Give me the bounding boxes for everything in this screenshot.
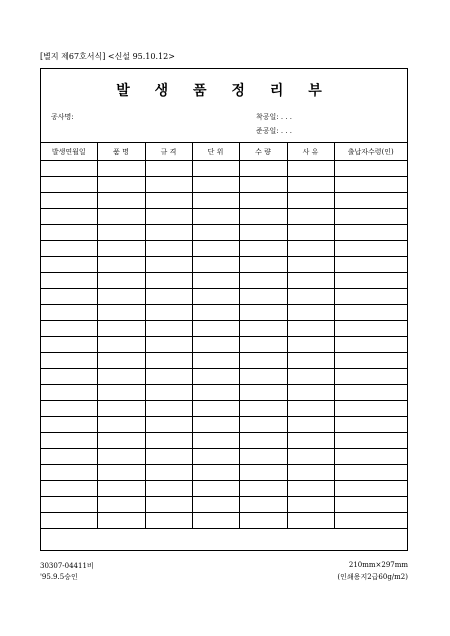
table-cell[interactable] [97, 433, 145, 449]
paper-spec: (인쇄용지2급60g/m2) [337, 573, 408, 581]
table-cell[interactable] [41, 369, 97, 385]
table-cell[interactable] [97, 513, 145, 529]
table-cell[interactable] [239, 273, 287, 289]
table-cell[interactable] [145, 513, 192, 529]
table-cell[interactable] [41, 225, 97, 241]
table-cell[interactable] [41, 401, 97, 417]
table-cell[interactable] [287, 337, 334, 353]
table-row [41, 481, 407, 497]
table-cell[interactable] [192, 257, 239, 273]
table-cell[interactable] [192, 385, 239, 401]
table-cell[interactable] [287, 465, 334, 481]
table-row [41, 433, 407, 449]
table-cell[interactable] [334, 449, 407, 465]
table-cell[interactable] [41, 241, 97, 257]
site-label: 공사명: [51, 113, 74, 121]
table-cell[interactable] [287, 481, 334, 497]
table-cell[interactable] [97, 369, 145, 385]
table-row [41, 449, 407, 465]
table-cell[interactable] [334, 513, 407, 529]
table-cell[interactable] [145, 161, 192, 177]
table-cell[interactable] [239, 209, 287, 225]
table-cell[interactable] [287, 209, 334, 225]
table-cell[interactable] [334, 385, 407, 401]
table-cell[interactable] [97, 209, 145, 225]
table-cell[interactable] [41, 337, 97, 353]
table-cell[interactable] [97, 241, 145, 257]
table-cell[interactable] [192, 305, 239, 321]
table-cell[interactable] [192, 321, 239, 337]
table-cell[interactable] [334, 289, 407, 305]
table-cell[interactable] [145, 369, 192, 385]
table-row [41, 289, 407, 305]
table-cell[interactable] [334, 257, 407, 273]
table-cell[interactable] [97, 401, 145, 417]
table-cell[interactable] [97, 353, 145, 369]
table-cell[interactable] [287, 321, 334, 337]
table-cell[interactable] [287, 449, 334, 465]
table-cell[interactable] [97, 497, 145, 513]
table-cell[interactable] [239, 257, 287, 273]
table-cell[interactable] [239, 353, 287, 369]
table-cell[interactable] [287, 193, 334, 209]
table-cell[interactable] [97, 161, 145, 177]
table-cell[interactable] [287, 497, 334, 513]
table-row [41, 161, 407, 177]
table-cell[interactable] [145, 241, 192, 257]
table-cell[interactable] [192, 401, 239, 417]
table-cell[interactable] [97, 177, 145, 193]
table-cell[interactable] [239, 369, 287, 385]
table-cell[interactable] [287, 433, 334, 449]
table-cell[interactable] [41, 273, 97, 289]
table-cell[interactable] [41, 449, 97, 465]
table-cell[interactable] [287, 177, 334, 193]
col-spec-header: 규 격 [145, 143, 192, 161]
table-body [41, 161, 407, 529]
table-cell[interactable] [334, 337, 407, 353]
table-row [41, 225, 407, 241]
table-cell[interactable] [239, 513, 287, 529]
col-reason-header: 사 유 [287, 143, 334, 161]
table-cell[interactable] [334, 369, 407, 385]
col-qty-header: 수 량 [239, 143, 287, 161]
table-cell[interactable] [334, 401, 407, 417]
table-cell[interactable] [145, 209, 192, 225]
table-cell[interactable] [41, 161, 97, 177]
table-cell[interactable] [145, 337, 192, 353]
table-cell[interactable] [192, 481, 239, 497]
table-cell[interactable] [145, 289, 192, 305]
table-cell[interactable] [287, 257, 334, 273]
table-cell[interactable] [334, 497, 407, 513]
table-row [41, 369, 407, 385]
table-cell[interactable] [239, 449, 287, 465]
form-code: 30307-04411비 [40, 562, 94, 570]
table-cell[interactable] [192, 497, 239, 513]
table-cell[interactable] [41, 353, 97, 369]
table-cell[interactable] [192, 417, 239, 433]
table-row [41, 337, 407, 353]
table-cell[interactable] [287, 273, 334, 289]
end-date-label: 준공일: . . . [256, 127, 292, 135]
table-cell[interactable] [334, 305, 407, 321]
start-date-label: 착공일: . . . [256, 113, 292, 121]
table-cell[interactable] [239, 433, 287, 449]
table-cell[interactable] [145, 401, 192, 417]
table-cell[interactable] [41, 257, 97, 273]
table-cell[interactable] [239, 305, 287, 321]
table-header-row [41, 143, 407, 161]
table-cell[interactable] [334, 353, 407, 369]
table-cell[interactable] [334, 417, 407, 433]
table-row [41, 401, 407, 417]
table-cell[interactable] [334, 177, 407, 193]
table-cell[interactable] [334, 161, 407, 177]
table-cell[interactable] [41, 417, 97, 433]
table-cell[interactable] [145, 353, 192, 369]
table-cell[interactable] [287, 225, 334, 241]
table-cell[interactable] [97, 257, 145, 273]
table-cell[interactable] [287, 369, 334, 385]
table-cell[interactable] [334, 481, 407, 497]
table-cell[interactable] [145, 433, 192, 449]
table-row [41, 209, 407, 225]
table-cell[interactable] [334, 209, 407, 225]
table-cell[interactable] [145, 257, 192, 273]
table-cell[interactable] [239, 193, 287, 209]
col-receiver-header: 출납자수령(인) [334, 143, 407, 161]
table-cell[interactable] [192, 225, 239, 241]
table-cell[interactable] [239, 321, 287, 337]
table-cell[interactable] [97, 273, 145, 289]
table-cell[interactable] [41, 193, 97, 209]
paper-size: 210mm×297mm [348, 561, 408, 569]
table-cell[interactable] [239, 497, 287, 513]
table-row [41, 513, 407, 529]
table-cell[interactable] [41, 177, 97, 193]
table-cell[interactable] [239, 337, 287, 353]
table-cell[interactable] [239, 465, 287, 481]
table-cell[interactable] [287, 353, 334, 369]
table-cell[interactable] [97, 289, 145, 305]
table-cell[interactable] [239, 385, 287, 401]
table-cell[interactable] [41, 305, 97, 321]
table-cell[interactable] [239, 241, 287, 257]
table-cell[interactable] [145, 481, 192, 497]
table-cell[interactable] [145, 193, 192, 209]
table-cell[interactable] [192, 209, 239, 225]
table-cell[interactable] [97, 193, 145, 209]
table-cell[interactable] [287, 401, 334, 417]
table-cell[interactable] [41, 433, 97, 449]
table-cell[interactable] [192, 289, 239, 305]
col-item-header: 품 명 [97, 143, 145, 161]
table-cell[interactable] [334, 193, 407, 209]
form-reference: [별지 제67호서식] <신설 95.10.12> [40, 52, 175, 61]
table-cell[interactable] [192, 273, 239, 289]
table-cell[interactable] [41, 321, 97, 337]
table-cell[interactable] [334, 241, 407, 257]
table-cell[interactable] [97, 465, 145, 481]
table-row [41, 497, 407, 513]
table-row [41, 273, 407, 289]
table-cell[interactable] [287, 385, 334, 401]
table-cell[interactable] [192, 465, 239, 481]
table-row [41, 241, 407, 257]
table-cell[interactable] [192, 449, 239, 465]
table-cell[interactable] [239, 225, 287, 241]
table-cell[interactable] [41, 289, 97, 305]
table-cell[interactable] [145, 385, 192, 401]
table-cell[interactable] [334, 465, 407, 481]
table-cell[interactable] [41, 513, 97, 529]
table-cell[interactable] [41, 385, 97, 401]
table-cell[interactable] [97, 481, 145, 497]
table-cell[interactable] [145, 497, 192, 513]
table-cell[interactable] [97, 321, 145, 337]
table-row [41, 417, 407, 433]
table-cell[interactable] [239, 417, 287, 433]
table-cell[interactable] [192, 193, 239, 209]
table-row [41, 353, 407, 369]
table-cell[interactable] [239, 401, 287, 417]
table-cell[interactable] [145, 449, 192, 465]
table-cell[interactable] [145, 417, 192, 433]
col-date-header: 발생연월일 [41, 143, 97, 161]
table-cell[interactable] [287, 161, 334, 177]
table-cell[interactable] [239, 289, 287, 305]
table-cell[interactable] [192, 161, 239, 177]
table-cell[interactable] [97, 225, 145, 241]
table-cell[interactable] [287, 241, 334, 257]
table-cell[interactable] [192, 177, 239, 193]
table-cell[interactable] [239, 177, 287, 193]
table-cell[interactable] [287, 305, 334, 321]
table-cell[interactable] [239, 481, 287, 497]
table-cell[interactable] [287, 417, 334, 433]
table-cell[interactable] [145, 273, 192, 289]
table-row [41, 177, 407, 193]
table-cell[interactable] [192, 513, 239, 529]
form-frame [40, 68, 408, 551]
table-cell[interactable] [334, 273, 407, 289]
table-cell[interactable] [334, 433, 407, 449]
table-cell[interactable] [287, 289, 334, 305]
table-cell[interactable] [145, 177, 192, 193]
table-cell[interactable] [145, 321, 192, 337]
table-cell[interactable] [192, 337, 239, 353]
table-row [41, 465, 407, 481]
table-cell[interactable] [41, 481, 97, 497]
table-row [41, 321, 407, 337]
table-cell[interactable] [145, 465, 192, 481]
approval-date: '95.9.5승인 [40, 573, 78, 581]
table-cell[interactable] [192, 353, 239, 369]
table-row [41, 193, 407, 209]
table-cell[interactable] [41, 497, 97, 513]
form-title: 발 생 품 정 리 부 [116, 83, 332, 99]
table-cell[interactable] [41, 465, 97, 481]
table-cell[interactable] [192, 433, 239, 449]
record-table [41, 142, 407, 529]
table-row [41, 305, 407, 321]
table-cell[interactable] [192, 241, 239, 257]
table-cell[interactable] [97, 337, 145, 353]
table-cell[interactable] [145, 305, 192, 321]
table-cell[interactable] [287, 513, 334, 529]
table-cell[interactable] [334, 321, 407, 337]
table-cell[interactable] [41, 209, 97, 225]
table-cell[interactable] [334, 225, 407, 241]
col-unit-header: 단 위 [192, 143, 239, 161]
table-cell[interactable] [97, 417, 145, 433]
table-cell[interactable] [97, 449, 145, 465]
table-cell[interactable] [97, 305, 145, 321]
table-cell[interactable] [97, 385, 145, 401]
table-cell[interactable] [145, 225, 192, 241]
table-row [41, 385, 407, 401]
table-cell[interactable] [192, 369, 239, 385]
table-row [41, 257, 407, 273]
table-cell[interactable] [239, 161, 287, 177]
